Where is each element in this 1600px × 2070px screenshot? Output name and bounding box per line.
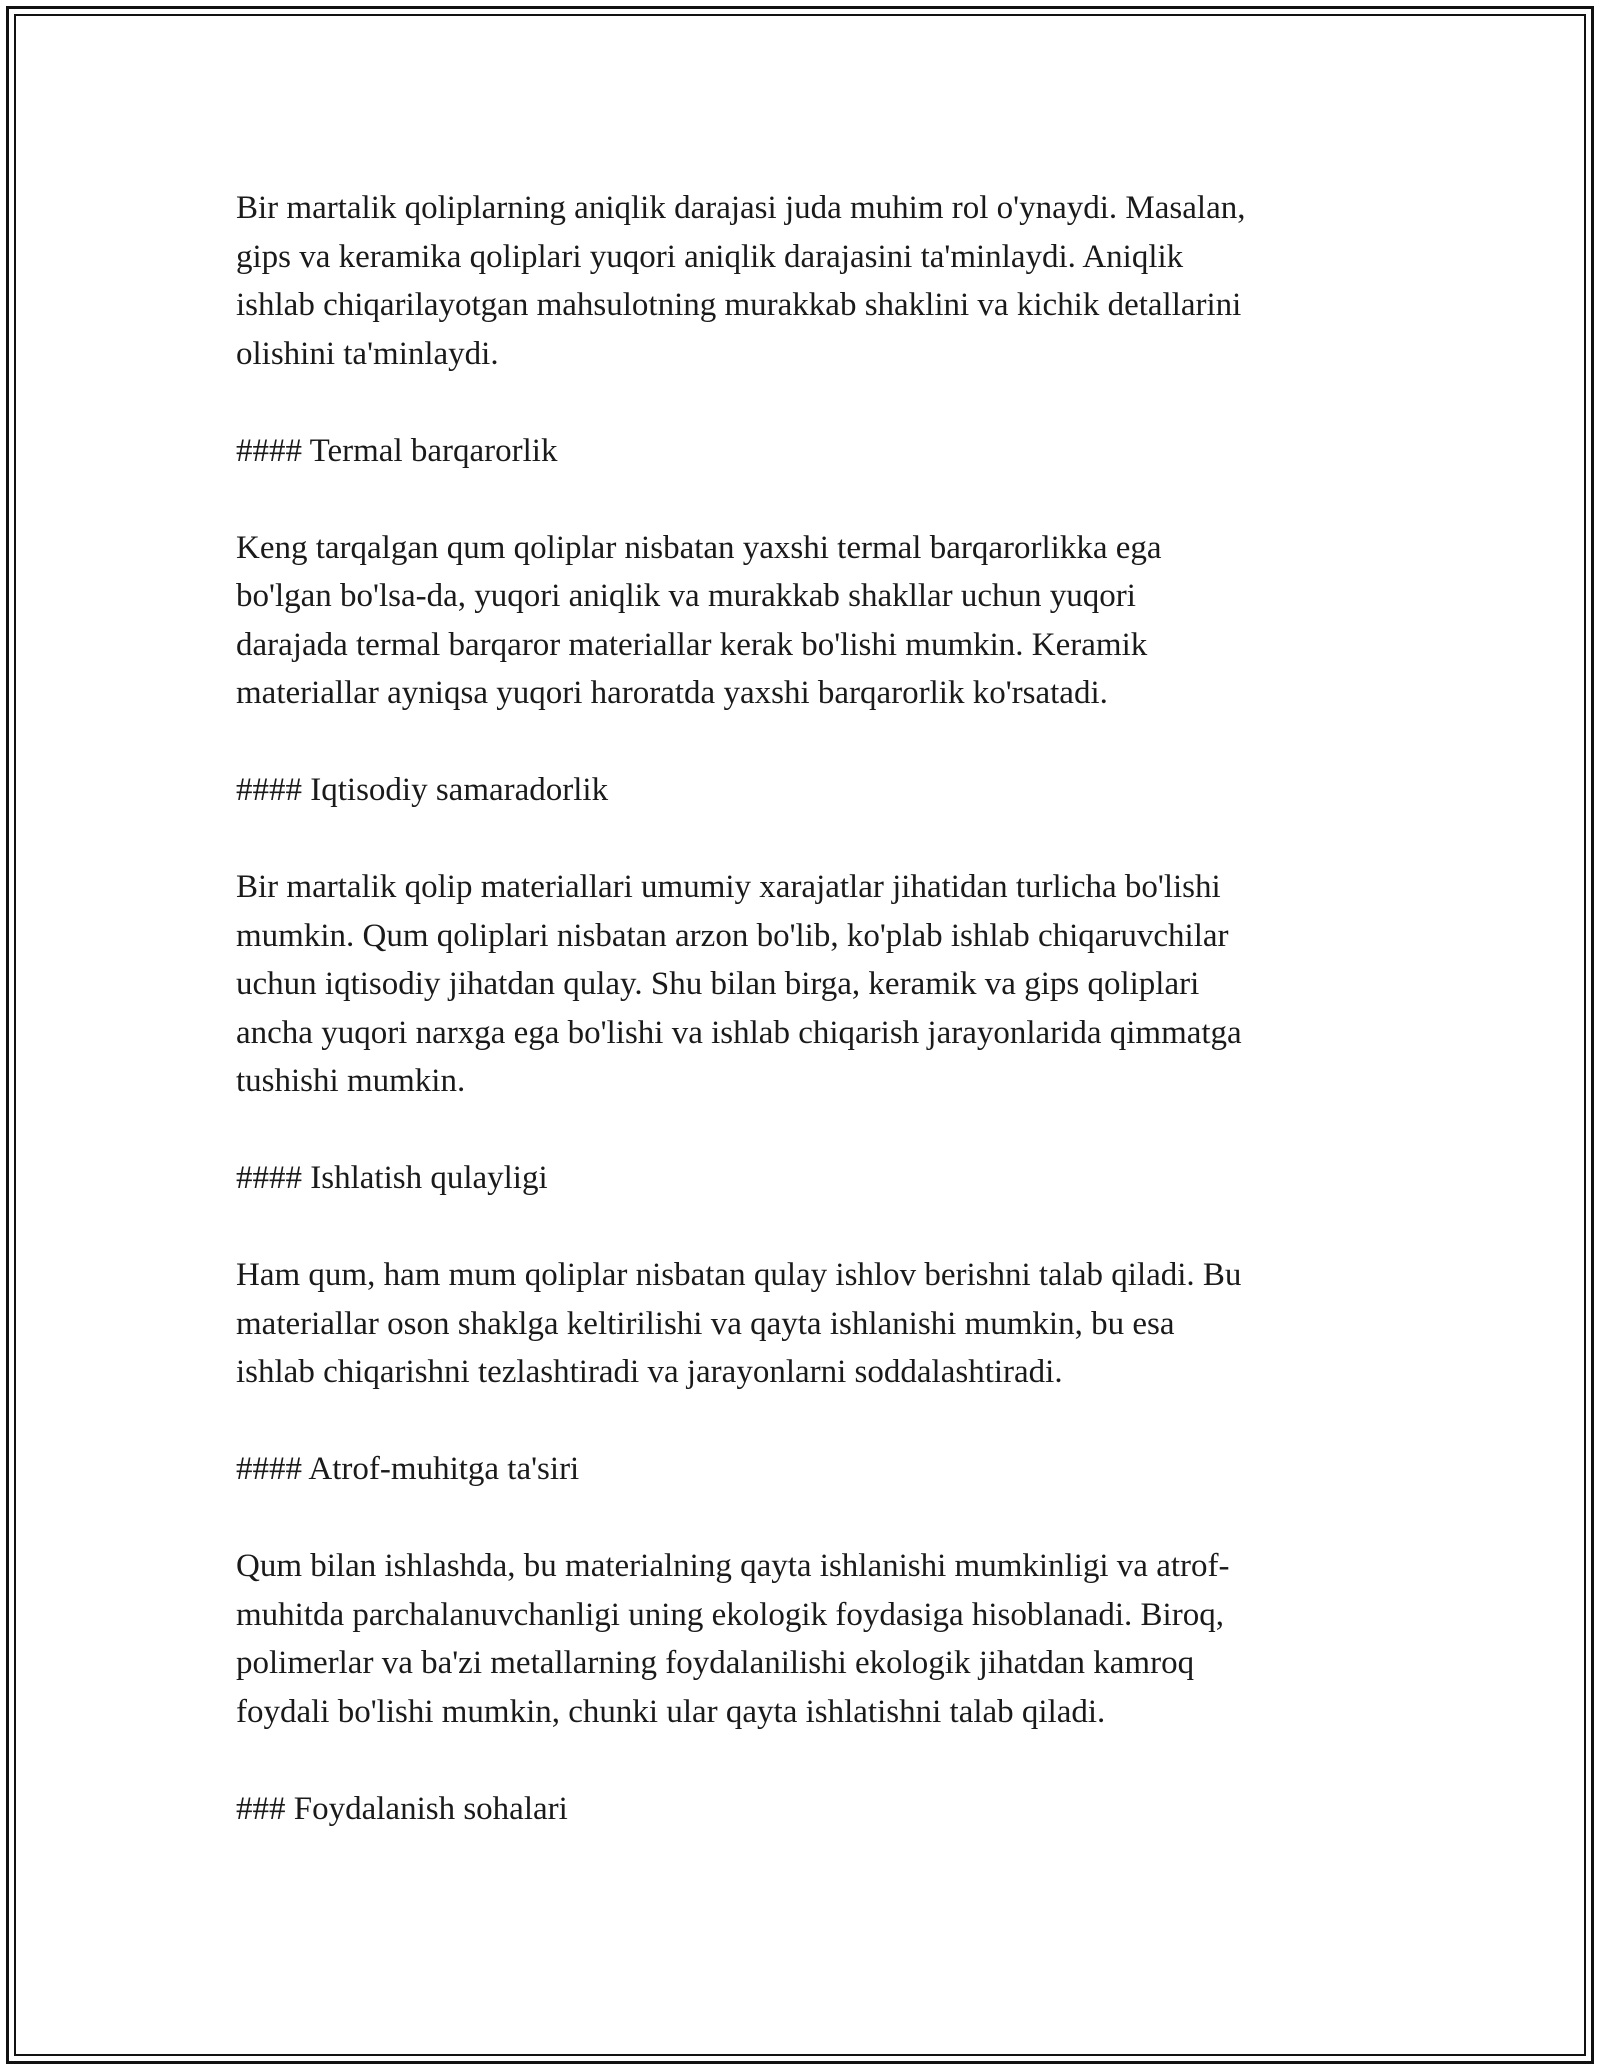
- text-line: muhitda parchalanuvchanligi uning ekologik foydasiga hisoblanadi. Biroq,: [236, 1596, 1224, 1633]
- paragraph-economic-efficiency: [236, 863, 1366, 1106]
- text-line: ancha yuqori narxga ega bo'lishi va ishlab chiqarish jarayonlarida qimmatga: [236, 1014, 1242, 1051]
- text-line: mumkin. Qum qoliplari nisbatan arzon bo'lib, ko'plab ishlab chiqaruvchilar: [236, 917, 1229, 954]
- text-line: materiallar ayniqsa yuqori haroratda yaxshi barqarorlik ko'rsatadi.: [236, 675, 1108, 711]
- text-line: materiallar oson shaklga keltirilishi va qayta ishlanishi mumkin, bu esa: [236, 1305, 1175, 1342]
- paragraph-environmental-impact: [236, 1542, 1366, 1736]
- paragraph-ease-of-use: [236, 1251, 1366, 1397]
- heading-thermal-stability: #### Termal barqarorlik: [236, 432, 558, 469]
- text-line: olishini ta'minlaydi.: [236, 335, 499, 372]
- text-line: foydali bo'lishi mumkin, chunki ular qayta ishlatishni talab qiladi.: [236, 1693, 1106, 1730]
- heading-economic-efficiency: #### Iqtisodiy samaradorlik: [236, 772, 609, 808]
- text-line: Qum bilan ishlashda, bu materialning qayta ishlanishi mumkinligi va atrof-: [236, 1548, 1230, 1584]
- heading-application-areas: ### Foydalanish sohalari: [236, 1790, 568, 1827]
- heading-ease-of-use: #### Ishlatish qulayligi: [236, 1160, 548, 1196]
- text-line: Bir martalik qoliplarning aniqlik darajasi juda muhim rol o'ynaydi. Masalan,: [236, 190, 1246, 226]
- paragraph-accuracy: [236, 184, 1366, 378]
- text-line: Keng tarqalgan qum qoliplar nisbatan yaxshi termal barqarorlikka ega: [236, 529, 1162, 566]
- text-line: ishlab chiqarishni tezlashtiradi va jarayonlarni soddalashtiradi.: [236, 1354, 1063, 1390]
- text-line: Ham qum, ham mum qoliplar nisbatan qulay ishlov berishni talab qiladi. Bu: [236, 1257, 1242, 1293]
- heading-environmental-impact: #### Atrof-muhitga ta'siri: [236, 1451, 580, 1487]
- text-line: gips va keramika qoliplari yuqori aniqlik darajasini ta'minlaydi. Aniqlik: [236, 238, 1184, 275]
- text-line: uchun iqtisodiy jihatdan qulay. Shu bilan birga, keramik va gips qoliplari: [236, 966, 1200, 1002]
- text-line: bo'lgan bo'lsa-da, yuqori aniqlik va murakkab shakllar uchun yuqori: [236, 578, 1136, 614]
- document-body: [236, 184, 1366, 1833]
- text-line: tushishi mumkin.: [236, 1063, 466, 1099]
- text-line: darajada termal barqaror materiallar kerak bo'lishi mumkin. Keramik: [236, 626, 1148, 663]
- text-line: polimerlar va ba'zi metallarning foydalanilishi ekologik jihatdan kamroq: [236, 1645, 1195, 1681]
- paragraph-thermal-stability: [236, 524, 1366, 718]
- text-line: ishlab chiqarilayotgan mahsulotning murakkab shaklini va kichik detallarini: [236, 287, 1242, 323]
- text-line: Bir martalik qolip materiallari umumiy xarajatlar jihatidan turlicha bo'lishi: [236, 869, 1221, 905]
